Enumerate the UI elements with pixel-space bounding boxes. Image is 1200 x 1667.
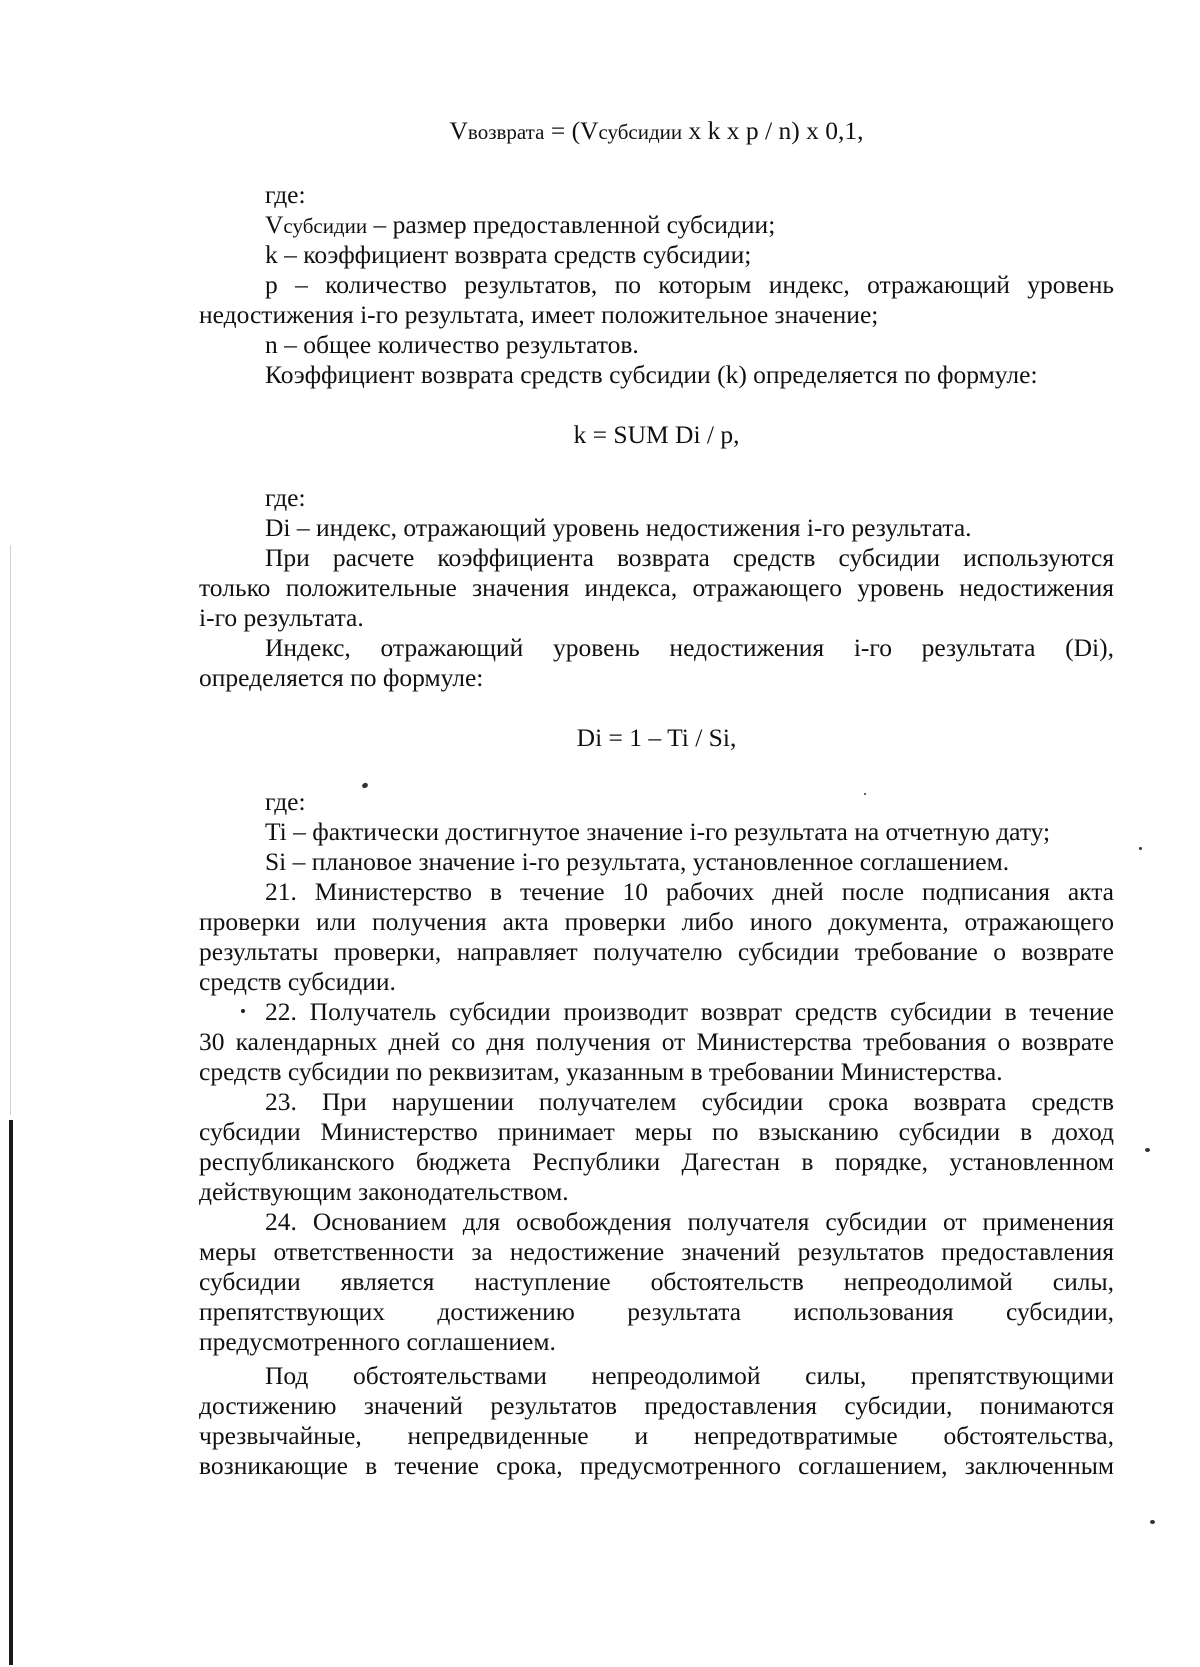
definition-di: Di – индекс, отражающий уровень недостижения i-го результата. — [265, 513, 972, 542]
definition-k: k – коэффициент возврата средств субсидии; — [265, 240, 752, 269]
def-vsub-sub: субсидии — [283, 214, 368, 238]
p22-line3: средств субсидии по реквизитам, указанным в требовании Министерства. — [199, 1057, 1003, 1086]
formula-return-volume — [199, 116, 1114, 147]
scan-edge-upper — [10, 545, 11, 1115]
p21-line2: проверки или получения акта проверки либо иного документа, отражающего — [199, 907, 1114, 936]
p23-line3: республиканского бюджета Республики Дагестан в порядке, установленном — [199, 1147, 1114, 1176]
para-calc-line1: При расчете коэффициента возврата средств субсидии используются — [265, 543, 1114, 572]
p24-line2: меры ответственности за недостижение значений результатов предоставления — [199, 1237, 1114, 1266]
k-intro: Коэффициент возврата средств субсидии (k) определяется по формуле: — [265, 360, 1038, 389]
p23-line4: действующим законодательством. — [199, 1177, 569, 1206]
p24-line5: предусмотренного соглашением. — [199, 1327, 556, 1356]
formula-di: Di = 1 – Ti / Si, — [576, 723, 737, 752]
formula-v-lead: V — [449, 116, 468, 145]
where-label: где: — [265, 483, 306, 512]
formula-tail: x k x p / n) x 0,1, — [682, 116, 864, 145]
scan-speck — [1139, 847, 1142, 850]
formula-k: k = SUM Di / p, — [573, 420, 740, 449]
p21-line3: результаты проверки, направляет получателю субсидии требование о возврате — [199, 937, 1114, 966]
p-force-line2: достижению значений результатов предоставления субсидии, понимаются — [199, 1391, 1114, 1420]
definition-p-line2: недостижения i-го результата, имеет положительное значение; — [199, 300, 879, 329]
para-calc-line3: i-го результата. — [199, 603, 364, 632]
scan-speck — [1150, 1520, 1155, 1524]
definition-p-line1: p – количество результатов, по которым индекс, отражающий уровень — [265, 270, 1114, 299]
def-vsub-rest: – размер предоставленной субсидии; — [367, 210, 776, 239]
p24-line4: препятствующих достижению результата использования субсидии, — [199, 1297, 1114, 1326]
formula-v2-sub: субсидии — [598, 120, 683, 144]
def-vsub-lead: V — [265, 210, 284, 239]
para-index-line2: определяется по формуле: — [199, 663, 484, 692]
scan-edge — [9, 1120, 13, 1665]
p23-line1: 23. При нарушении получателем субсидии срока возврата средств — [265, 1087, 1114, 1116]
p21-line4: средств субсидии. — [199, 967, 396, 996]
definition-n: n – общее количество результатов. — [265, 330, 639, 359]
p24-line1: 24. Основанием для освобождения получателя субсидии от применения — [265, 1207, 1114, 1236]
p21-line1: 21. Министерство в течение 10 рабочих дней после подписания акта — [265, 877, 1114, 906]
definition-ti: Ti – фактически достигнутое значение i-го результата на отчетную дату; — [265, 817, 1051, 846]
formula-mid: = (V — [544, 116, 599, 145]
scan-speck — [1145, 1148, 1150, 1152]
p-force-line1: Под обстоятельствами непреодолимой силы, препятствующими — [265, 1361, 1114, 1390]
definition-si: Si – плановое значение i-го результата, установленное соглашением. — [265, 847, 1010, 876]
para-index-line1: Индекс, отражающий уровень недостижения i-го результата (Di), — [265, 633, 1114, 662]
p23-line2: субсидии Министерство принимает меры по взысканию субсидии в доход — [199, 1117, 1114, 1146]
where-label: где: — [265, 787, 306, 816]
where-label: где: — [265, 180, 306, 209]
definition-vsub — [199, 210, 1114, 241]
p22-line2: 30 календарных дней со дня получения от Министерства требования о возврате — [199, 1027, 1114, 1056]
p-force-line4: возникающие в течение срока, предусмотренного соглашением, заключенным — [199, 1451, 1114, 1480]
para-calc-line2: только положительные значения индекса, отражающего уровень недостижения — [199, 573, 1114, 602]
p24-line3: субсидии является наступление обстоятельств непреодолимой силы, — [199, 1267, 1114, 1296]
p-force-line3: чрезвычайные, непредвиденные и непредотвратимые обстоятельства, — [199, 1421, 1114, 1450]
p22-line1: 22. Получатель субсидии производит возврат средств субсидии в течение — [265, 997, 1114, 1026]
formula-v-sub: возврата — [467, 120, 545, 144]
